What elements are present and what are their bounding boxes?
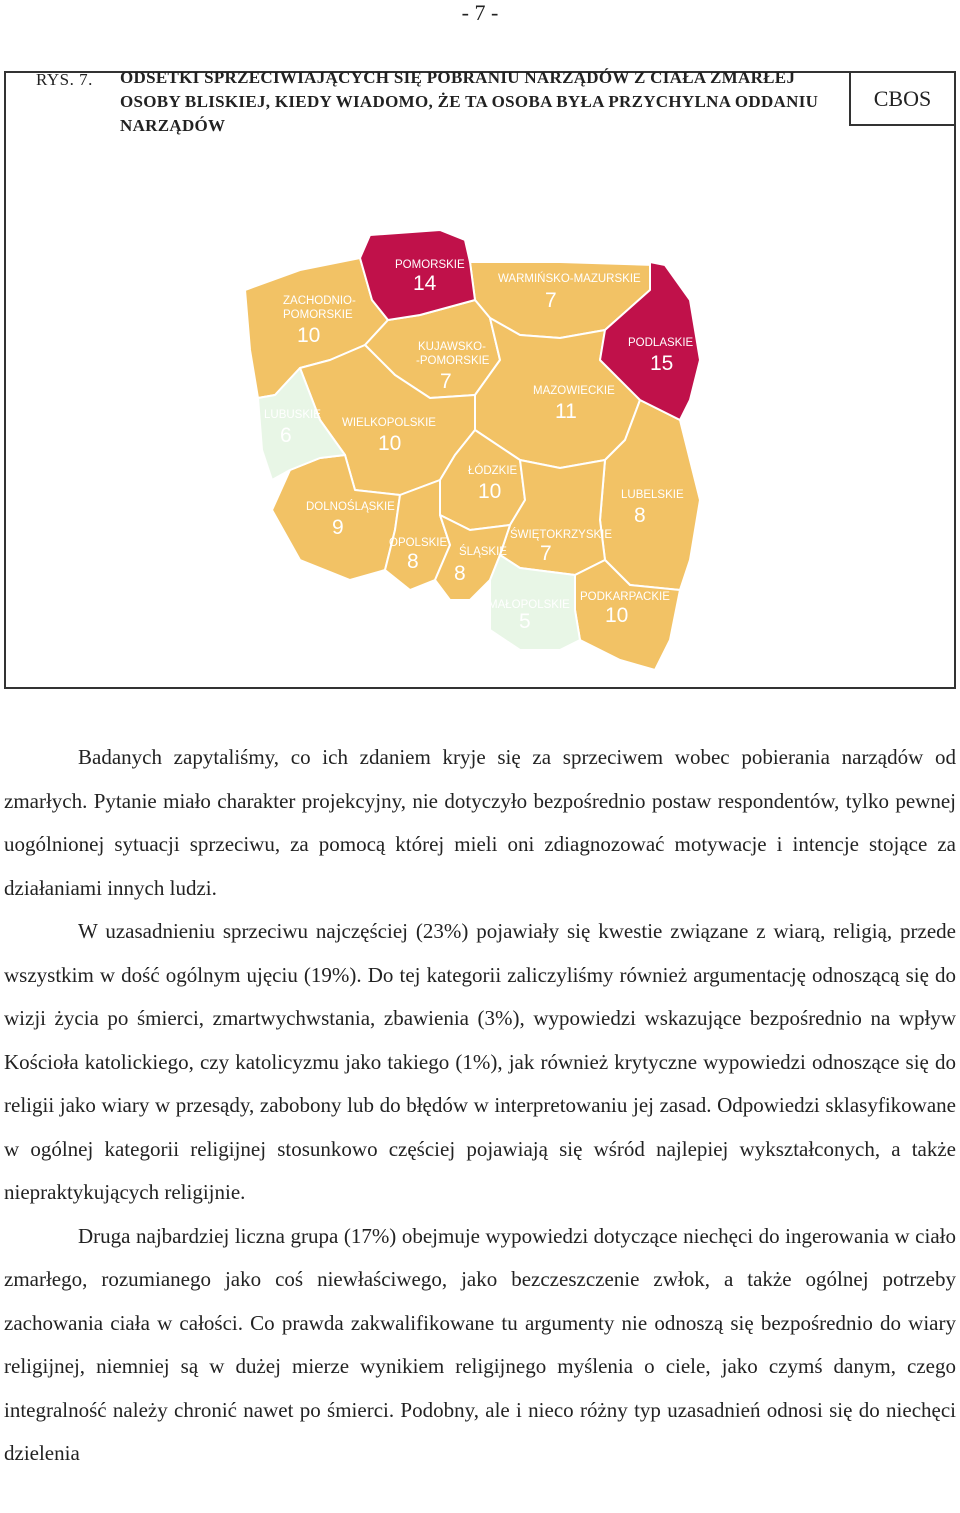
region-value: 8 — [634, 504, 646, 527]
region-name: MAŁOPOLSKIE — [488, 599, 570, 611]
region-value: 10 — [378, 432, 402, 455]
region-value: 10 — [297, 324, 321, 347]
region-value: 7 — [540, 542, 552, 565]
region-name: -POMORSKIE — [416, 355, 490, 367]
paragraph-2: W uzasadnieniu sprzeciwu najczęściej (23%) pojawiały się kwestie związane z wiarą, religią, przede wszystkim w dość ogólnym ujęciu (19%). Do tej kategorii zaliczyliśmy również argumentację odnoszącą się do wizji życia po śmierci, zmartwychwstania, zbawienia (3%), wypowiedzi wskazujące bezpośrednio na wpływ Kościoła katolickiego, czy katolicyzmu jako takiego (1%), jak również krytyczne wypowiedzi odnoszące się do religii jako wiary w przesądy, zabobony lub do błędów w interpretowaniu jej zasad. Odpowiedzi sklasyfikowane w ogólnej kategorii religijnej stosunkowo częściej pojawiają się wśród najlepiej wykształconych, a także niepraktykujących religijnie. — [4, 919, 956, 1204]
region-value: 5 — [519, 610, 531, 633]
region-name: OPOLSKIE — [389, 537, 448, 549]
figure-label: RYS. 7. — [36, 70, 93, 89]
region-value: 9 — [332, 516, 344, 539]
region-value: 11 — [555, 400, 577, 423]
region-value: 8 — [407, 550, 419, 573]
paragraph-3: Druga najbardziej liczna grupa (17%) obejmuje wypowiedzi dotyczące niechęci do ingerowania w ciało zmarłego, rozumianego jako coś niewłaściwego, jako bezczeszczenie zwłok, a także ogólnej potrzeby zachowania ciała w całości. Co prawda zakwalifikowane tu argumenty nie odnoszą się bezpośrednio do wiary religijnej, niemniej są w dużej mierze wynikiem religijnego myślenia o ciele, jako czymś danym, czego integralność należy chronić nawet po śmierci. Podobny, ale i nieco różny typ uzasadnień odnosi się do niechęci dzielenia — [4, 1223, 956, 1465]
region-value: 14 — [413, 272, 437, 295]
region-value: 7 — [545, 289, 557, 312]
region-name: ŁÓDZKIE — [468, 465, 518, 477]
page-number: - 7 - — [461, 0, 499, 25]
region-name: POMORSKIE — [395, 259, 465, 271]
region-value: 10 — [605, 604, 629, 627]
poland-voivodeship-map — [0, 0, 960, 700]
region-name: KUJAWSKO- — [418, 341, 486, 353]
region-name: DOLNOŚLĄSKIE — [306, 501, 395, 513]
region-name: LUBELSKIE — [621, 489, 684, 501]
region-name: WARMIŃSKO-MAZURSKIE — [498, 273, 641, 285]
region-name: WIELKOPOLSKIE — [342, 417, 436, 429]
region-value: 6 — [280, 424, 292, 447]
paragraph-1: Badanych zapytaliśmy, co ich zdaniem kryje się za sprzeciwem wobec pobierania narządów od zmarłych. Pytanie miało charakter projekcyjny, nie dotyczyło bezpośrednio postaw respondentów, tylko pewnej uogólnionej sytuacji sprzeciwu, za pomocą której mieli oni zdiagnozować motywacje i intencje stojące za działaniami innych ludzi. — [4, 745, 956, 900]
region-value: 8 — [454, 562, 466, 585]
region-value: 15 — [650, 352, 674, 375]
cbos-brand: CBOS — [849, 71, 956, 126]
region-name: ZACHODNIO- — [283, 295, 356, 307]
region-name: ŚLĄSKIE — [459, 546, 507, 558]
region-name: POMORSKIE — [283, 309, 353, 321]
region-name: MAZOWIECKIE — [533, 385, 615, 397]
region-name: PODKARPACKIE — [580, 591, 670, 603]
region-name: PODLASKIE — [628, 337, 694, 349]
body-text — [4, 736, 956, 1476]
region-value: 10 — [478, 480, 502, 503]
figure-title: ODSETKI SPRZECIWIAJĄCYCH SIĘ POBRANIU NARZĄDÓW Z CIAŁA ZMARŁEJ OSOBY BLISKIEJ, KIEDY WIADOMO, ŻE TA OSOBA BYŁA PRZYCHYLNA ODDANIU NARZĄDÓW — [120, 68, 819, 135]
region-name: LUBUSKIE — [264, 409, 321, 421]
region-value: 7 — [440, 370, 452, 393]
region-name: ŚWIĘTOKRZYSKIE — [510, 529, 613, 541]
